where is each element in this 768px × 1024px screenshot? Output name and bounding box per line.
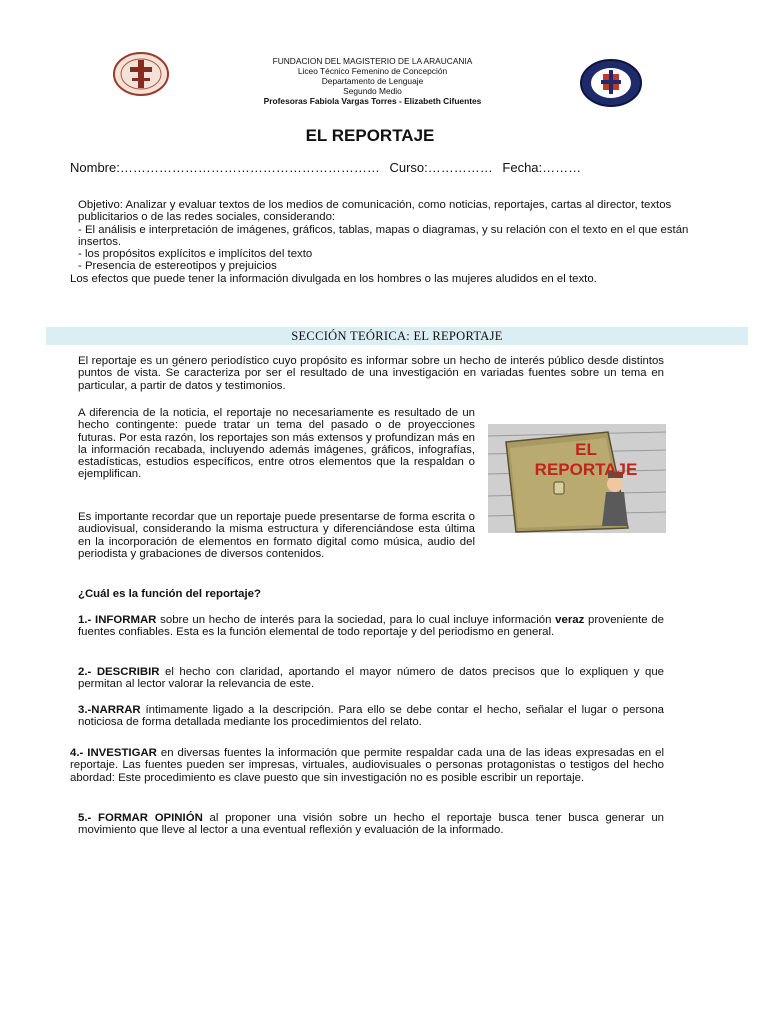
function-item-5 <box>78 812 664 837</box>
objective-item-2: - los propósitos explícitos e implícitos del texto <box>78 248 313 261</box>
function-5-label: 5.- FORMAR OPINIÓN <box>78 812 203 824</box>
objective-item-4: Los efectos que puede tener la información divulgada en los hombres o las mujeres aludidos en el texto. <box>70 272 597 285</box>
objective-item-1: - El análisis e interpretación de imágenes, gráficos, tablas, mapas o diagramas, y su relación con el texto en el que están insertos. <box>78 223 689 248</box>
curso-field[interactable]: Curso:…………… <box>389 160 493 175</box>
header-line-4: Segundo Medio <box>343 86 402 96</box>
function-1-text-b: proveniente de fuentes confiables. Esta es la función elemental de todo reportaje y del periodismo en general. <box>78 614 664 639</box>
school-seal-left-logo <box>112 52 170 96</box>
function-4-text: en diversas fuentes la información que permite respaldar cada una de las ideas expresadas en el reportaje. Las fuentes pueden ser impresas, virtuales, audiovisuales o personas protagonistas o testigos del hecho abordad: Este procedimiento es clave puesto que sin investigación no es posible escribir un reportaje. <box>70 747 664 784</box>
function-4-label: 4.- INVESTIGAR <box>70 747 157 759</box>
function-2-text: el hecho con claridad, aportando el mayor número de datos precisos que lo expliquen y que permitan al lector valorar la relevancia de este. <box>78 666 664 691</box>
page-title: EL REPORTAJE <box>305 126 435 145</box>
objective-intro: Objetivo: Analizar y evaluar textos de los medios de comunicación, como noticias, reportajes, cartas al director, textos publicitarios o de las redes sociales, considerando: <box>78 199 672 224</box>
fecha-field[interactable]: Fecha:……… <box>502 160 582 175</box>
objective-item-3: - Presencia de estereotipos y prejuicios <box>78 260 277 273</box>
function-item-4 <box>70 747 664 784</box>
nombre-field[interactable]: Nombre:…………………………………………………… <box>70 160 380 175</box>
function-item-3 <box>78 704 664 729</box>
function-item-1 <box>78 614 664 639</box>
illustration-label-line-2: REPORTAJE <box>534 460 638 479</box>
reportaje-illustration <box>488 424 666 533</box>
function-3-label: 3.-NARRAR <box>78 704 141 716</box>
function-1-bold: veraz <box>555 614 585 626</box>
paragraph-3: Es importante recordar que un reportaje puede presentarse de forma escrita o audiovisual, considerando la misma estructura y diferenciándose esta última en la incorporación de elementos en formato digital como música, audio del periodista y grabaciones de diversos contenidos. <box>78 511 475 560</box>
paragraph-2: A diferencia de la noticia, el reportaje no necesariamente es resultado de un hecho contingente: puede tratar un tema del pasado o de proyecciones futuras. Por esta razón, los reportajes son más extensos y profundizan más en la información recabada, incluyendo además imágenes, gráficos, infografías, estadísticas, estudios específicos, entre otros elementos que la respaldan o ejemplifican. <box>78 407 475 481</box>
paragraph-1: El reportaje es un género periodístico cuyo propósito es informar sobre un hecho de interés público desde distintos puntos de vista. Se caracteriza por ser el resultado de una investigación en variadas fuentes sobre un tema en particular, a partir de datos y testimonios. <box>78 355 664 392</box>
objective-block <box>70 199 690 285</box>
student-fields-line <box>70 160 587 175</box>
header-line-2: Liceo Técnico Femenino de Concepción <box>297 66 448 76</box>
function-1-label: 1.- INFORMAR <box>78 614 157 626</box>
header-line-3: Departamento de Lenguaje <box>321 76 424 86</box>
function-5-text: al proponer una visión sobre un hecho el reportaje busca tener busca generar un movimiento que lleve al lector a una eventual reflexión y evaluación de la informado. <box>78 812 664 837</box>
header-line-5: Profesoras Fabiola Vargas Torres - Elizabeth Cifuentes <box>263 96 482 106</box>
function-item-2 <box>78 666 664 691</box>
illustration-label-line-1: EL <box>575 440 597 459</box>
function-2-label: 2.- DESCRIBIR <box>78 666 160 678</box>
school-seal-right-logo <box>579 58 643 108</box>
institution-header <box>200 56 545 106</box>
header-line-1: FUNDACION DEL MAGISTERIO DE LA ARAUCANIA <box>272 56 473 66</box>
section-title: SECCIÓN TEÓRICA: EL REPORTAJE <box>291 329 503 343</box>
function-question: ¿Cuál es la función del reportaje? <box>78 588 261 600</box>
function-1-text-a: sobre un hecho de interés para la sociedad, para lo cual incluye información <box>156 614 556 626</box>
function-3-text: íntimamente ligado a la descripción. Para ello se debe contar el hecho, señalar el lugar o persona noticiosa de forma detallada mediante los procedimientos del relato. <box>78 704 664 729</box>
